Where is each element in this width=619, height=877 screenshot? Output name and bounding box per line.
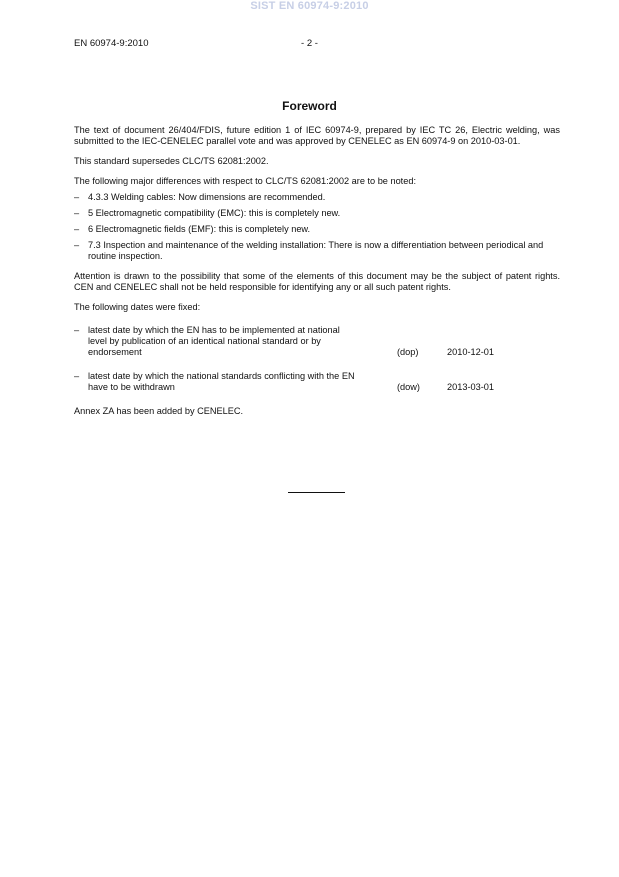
dash-bullet: – xyxy=(74,192,80,202)
date-abbreviation: (dow) xyxy=(397,382,420,392)
supersedes-paragraph: This standard supersedes CLC/TS 62081:2002. xyxy=(74,156,269,166)
foreword-body xyxy=(74,125,560,426)
date-description: latest date by which the national standards conflicting with the EN have to be withdrawn xyxy=(88,371,355,392)
list-item-text: 7.3 Inspection and maintenance of the welding installation: There is now a differentiation between periodical and routine inspection. xyxy=(88,240,544,261)
intro-paragraph: The text of document 26/404/FDIS, future edition 1 of IEC 60974-9, prepared by IEC TC 26, Electric welding, was submitted to the IEC-CENELEC parallel vote and was approved by CENELEC as EN 60974-9 on 2010-03-01. xyxy=(74,125,560,146)
date-row-dow xyxy=(74,371,560,393)
dash-bullet: – xyxy=(74,325,80,335)
page-number: - 2 - xyxy=(301,38,318,49)
list-item xyxy=(74,192,560,203)
differences-list xyxy=(74,192,560,262)
end-rule xyxy=(288,492,345,493)
header-doc-id: EN 60974-9:2010 xyxy=(74,38,149,49)
date-value: 2010-12-01 xyxy=(447,347,494,357)
dash-bullet: – xyxy=(74,371,80,381)
date-abbreviation: (dop) xyxy=(397,347,419,357)
date-row-dop xyxy=(74,325,560,358)
watermark: SIST EN 60974-9:2010 xyxy=(250,0,369,12)
list-item-text: 5 Electromagnetic compatibility (EMC): this is completely new. xyxy=(88,208,341,218)
dash-bullet: – xyxy=(74,208,80,218)
patent-paragraph: Attention is drawn to the possibility that some of the elements of this document may be the subject of patent rights. CEN and CENELEC shall not be held responsible for identifying any or all such patent rights. xyxy=(74,271,560,292)
date-value: 2013-03-01 xyxy=(447,382,494,392)
differences-intro: The following major differences with respect to CLC/TS 62081:2002 are to be noted: xyxy=(74,176,417,186)
dash-bullet: – xyxy=(74,240,80,250)
page-title: Foreword xyxy=(282,99,337,113)
date-description: latest date by which the EN has to be implemented at national level by publication of an identical national standard or by endorsement xyxy=(88,325,340,357)
dash-bullet: – xyxy=(74,224,80,234)
annex-paragraph: Annex ZA has been added by CENELEC. xyxy=(74,406,244,416)
list-item xyxy=(74,208,560,219)
dates-intro: The following dates were fixed: xyxy=(74,302,201,312)
list-item-text: 6 Electromagnetic fields (EMF): this is completely new. xyxy=(88,224,311,234)
list-item xyxy=(74,240,560,262)
list-item-text: 4.3.3 Welding cables: Now dimensions are recommended. xyxy=(88,192,326,202)
list-item xyxy=(74,224,560,235)
